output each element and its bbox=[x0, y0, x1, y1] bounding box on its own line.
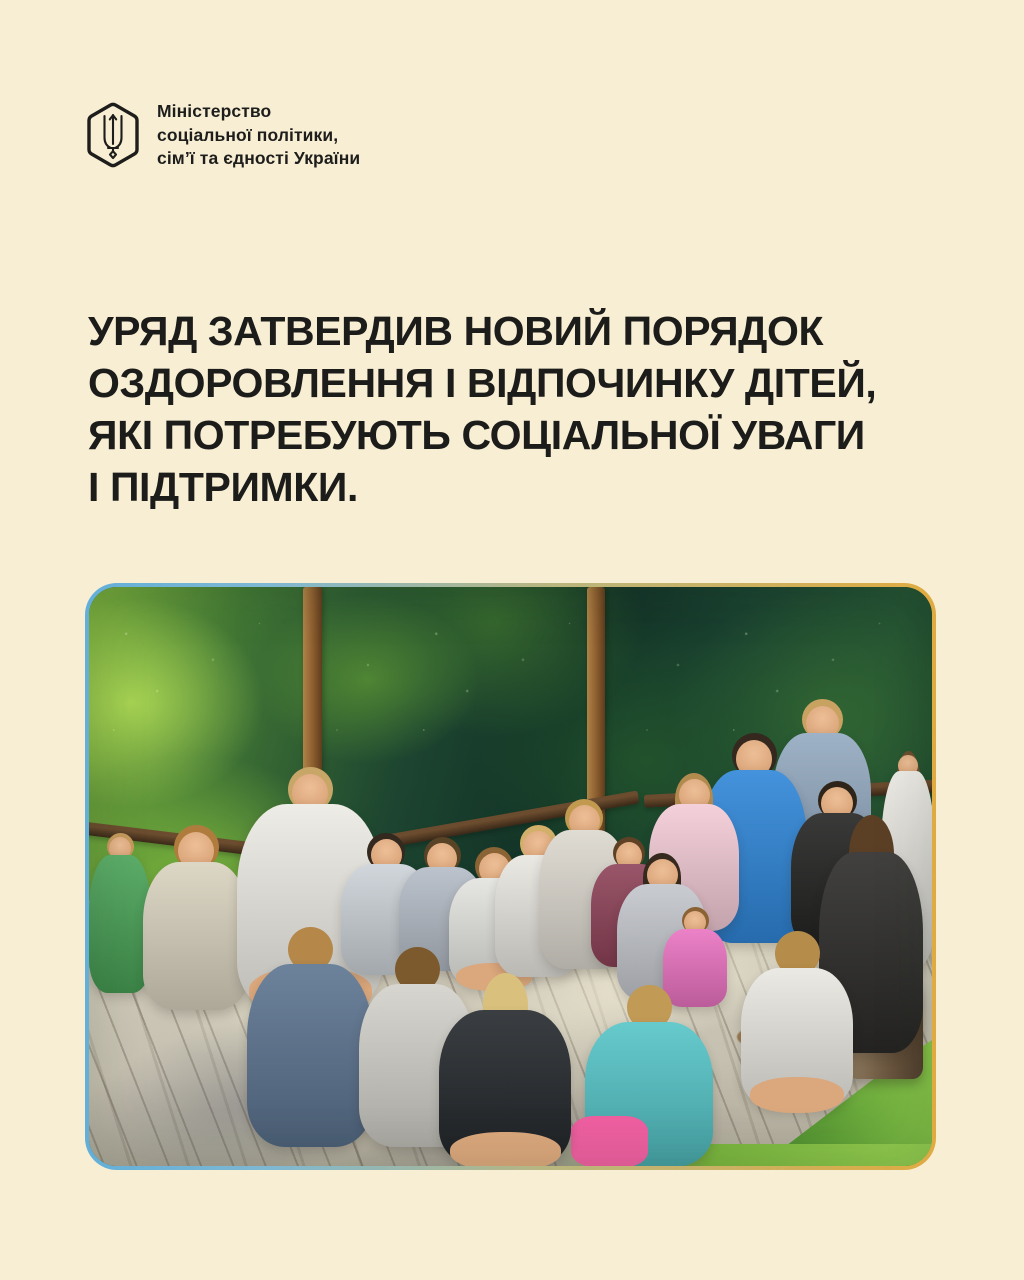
photo-scene bbox=[89, 587, 932, 1166]
towel bbox=[571, 1116, 648, 1166]
ukraine-trident-icon bbox=[86, 101, 140, 169]
ministry-name bbox=[157, 100, 360, 171]
ministry-name-line: Міністерство bbox=[157, 101, 272, 121]
ministry-name-line: сім’ї та єдності України bbox=[157, 148, 361, 168]
ministry-header bbox=[86, 100, 360, 171]
ministry-name-line: соціальної політики, bbox=[157, 124, 339, 145]
headline-line: УРЯД ЗАТВЕРДИВ НОВИЙ ПОРЯДОК bbox=[88, 308, 824, 354]
person-figure bbox=[89, 833, 151, 993]
person-figure bbox=[143, 825, 249, 1010]
person-legs bbox=[750, 1077, 844, 1113]
person-figure bbox=[439, 973, 571, 1166]
headline-line: І ПІДТРИМКИ. bbox=[88, 464, 358, 510]
person-torso bbox=[143, 862, 249, 1010]
person-legs bbox=[450, 1132, 561, 1166]
person-torso bbox=[89, 855, 151, 993]
person-torso bbox=[247, 964, 373, 1147]
camp-photo-frame bbox=[85, 583, 936, 1170]
person-figure bbox=[741, 931, 853, 1109]
headline-line: ЯКІ ПОТРЕБУЮТЬ СОЦІАЛЬНОЇ УВАГИ bbox=[88, 412, 865, 458]
person-figure bbox=[585, 985, 713, 1166]
person-figure bbox=[247, 927, 373, 1147]
page-title bbox=[88, 305, 876, 513]
headline-line: ОЗДОРОВЛЕННЯ І ВІДПОЧИНКУ ДІТЕЙ, bbox=[88, 360, 877, 406]
